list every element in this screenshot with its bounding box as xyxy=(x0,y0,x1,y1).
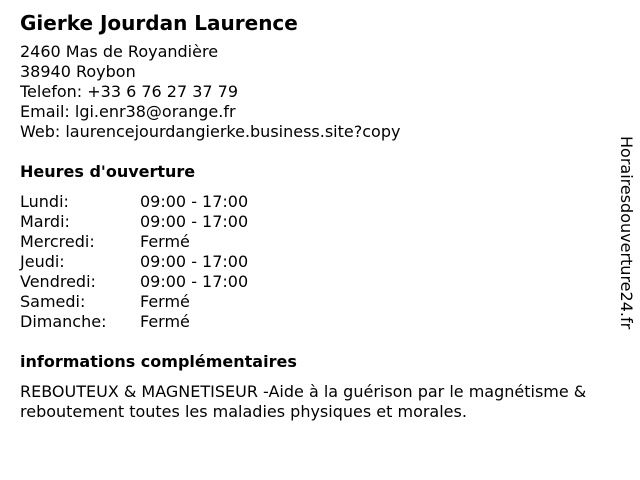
hours-row-vendredi xyxy=(20,272,615,292)
hours-list xyxy=(20,192,615,332)
address-line-1: 2460 Mas de Royandière xyxy=(20,42,219,61)
site-watermark: Horairesdouverture24.fr xyxy=(617,136,636,330)
hours-heading: Heures d'ouverture xyxy=(20,162,196,181)
day-label: Lundi: xyxy=(20,192,69,211)
day-label: Mardi: xyxy=(20,212,70,231)
time-value: 09:00 - 17:00 xyxy=(140,192,249,211)
day-label: Mercredi: xyxy=(20,232,95,251)
business-card xyxy=(20,10,615,422)
hours-row-dimanche xyxy=(20,312,615,332)
time-value: 09:00 - 17:00 xyxy=(140,212,249,231)
time-value: Fermé xyxy=(140,292,190,311)
website-line[interactable]: Web: laurencejourdangierke.business.site?copy xyxy=(20,122,401,141)
time-value: 09:00 - 17:00 xyxy=(140,272,249,291)
hours-row-mardi xyxy=(20,212,615,232)
day-label: Vendredi: xyxy=(20,272,96,291)
hours-row-samedi xyxy=(20,292,615,312)
hours-row-lundi xyxy=(20,192,615,212)
business-name: Gierke Jourdan Laurence xyxy=(20,11,298,35)
hours-row-mercredi xyxy=(20,232,615,252)
info-text: REBOUTEUX & MAGNETISEUR -Aide à la guérison par le magnétisme & reboutement toutes les maladies physiques et morales. xyxy=(20,382,587,421)
day-label: Jeudi: xyxy=(20,252,65,271)
time-value: 09:00 - 17:00 xyxy=(140,252,249,271)
info-heading: informations complémentaires xyxy=(20,352,297,371)
time-value: Fermé xyxy=(140,232,190,251)
phone-line[interactable]: Telefon: +33 6 76 27 37 79 xyxy=(20,82,239,101)
hours-row-jeudi xyxy=(20,252,615,272)
day-label: Dimanche: xyxy=(20,312,107,331)
address-line-2: 38940 Roybon xyxy=(20,62,136,81)
time-value: Fermé xyxy=(140,312,190,331)
email-line[interactable]: Email: lgi.enr38@orange.fr xyxy=(20,102,236,121)
day-label: Samedi: xyxy=(20,292,86,311)
